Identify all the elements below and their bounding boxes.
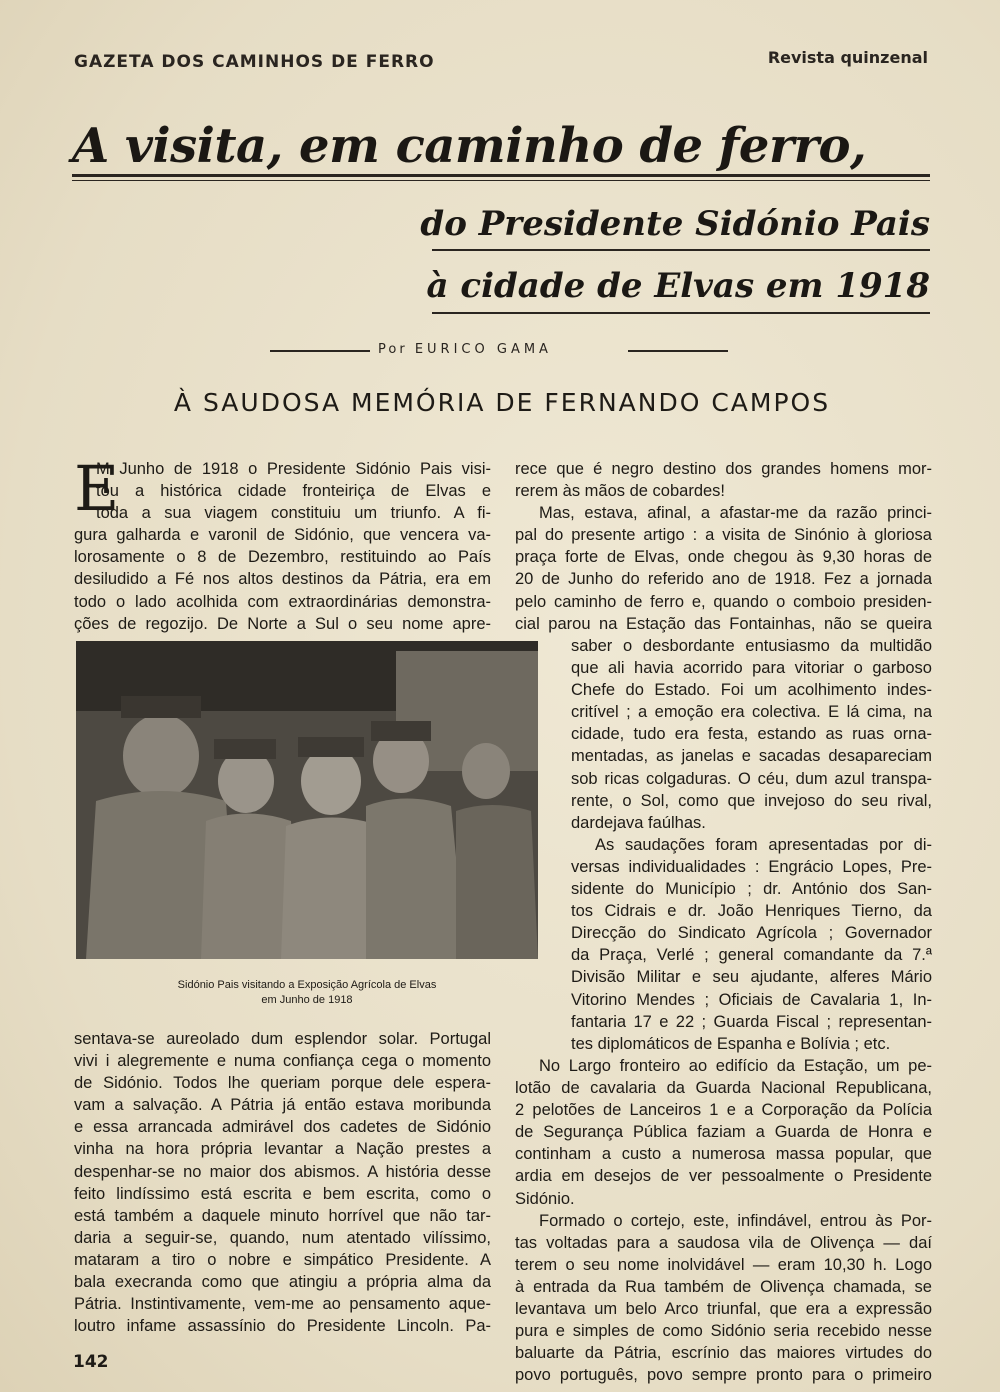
byline-prefix: Por	[378, 342, 408, 357]
text-line: praça forte de Elvas, onde chegou às 9,30 horas de	[515, 548, 932, 567]
text-line: loutro infame assassínio do Presidente Lincoln. Pa-	[74, 1317, 491, 1336]
text-line: de Sidónio. Todos lhe queriam porque dele espera-	[74, 1074, 491, 1093]
article-title: A visita, em caminho de ferro,	[72, 118, 867, 174]
text-line: versas individualidades : Engrácio Lopes, Pre-	[571, 857, 932, 876]
text-line: rece que é negro destino dos grandes homens mor-	[515, 460, 932, 478]
text-line: Mas, estava, afinal, a afastar-me da razão princi-	[539, 504, 932, 523]
text-line: lorosamente o 8 de Dezembro, restituindo ao País	[74, 548, 491, 567]
text-line: continham a custo a numerosa massa popular, que	[515, 1145, 932, 1164]
text-line: M Junho de 1918 o Presidente Sidónio Pais visi-	[96, 460, 491, 478]
text-line: despenhar-se no maior dos abismos. A história desse	[74, 1162, 491, 1181]
photo-caption	[76, 978, 538, 1008]
text-line: feito lindíssimo está escrita e bem escrita, como o	[74, 1184, 491, 1203]
text-line: toda a sua viagem constituiu um triunfo. A fi-	[96, 504, 491, 523]
text-line: rerem às mãos de cobardes!	[515, 482, 726, 501]
byline	[378, 342, 552, 357]
text-line: levantava um belo Arco triunfal, que era a expressão	[515, 1300, 932, 1319]
drop-cap: E	[74, 452, 120, 525]
text-line: lotão de cavalaria da Guarda Nacional Republicana,	[515, 1079, 932, 1098]
text-line: pura e simples de como Sidónio seria recebido nesse	[515, 1322, 932, 1341]
text-line: da Praça, Verlé ; general comandante da 7.ª	[571, 946, 932, 965]
photo-caption-line1: Sidónio Pais visitando a Exposição Agrícola de Elvas	[177, 979, 437, 991]
byline-rule-right	[628, 350, 728, 352]
photo-caption-line2: em Junho de 1918	[261, 994, 353, 1006]
publication-name: GAZETA DOS CAMINHOS DE FERRO	[74, 52, 435, 72]
text-line: cial parou na Estação das Fontainhas, não se queira	[515, 614, 932, 633]
text-line: pal do presente artigo : a visita de Sinónio à gloriosa	[515, 526, 932, 545]
text-line: Sidónio.	[515, 1189, 575, 1208]
text-line: vinha na hora própria levantar a Nação prestes a	[74, 1140, 491, 1159]
soldiers-photo-illustration	[76, 641, 538, 959]
text-line: Formado o cortejo, este, infindável, entrou às Por-	[539, 1211, 932, 1230]
text-line: está também a daquele minuto horrível que não tar-	[74, 1206, 491, 1225]
text-line: sob ricas colgaduras. O céu, dum azul transpa-	[571, 769, 932, 788]
text-line: de Segurança Pública faziam a Guarda de Honra e	[515, 1123, 932, 1142]
left-column-top	[74, 452, 491, 635]
left-column-bottom	[74, 1028, 491, 1337]
text-line: ardia em desejos de ver pessoalmente o Presidente	[515, 1167, 932, 1186]
text-line: que ali havia acorrido para vitoriar o garboso	[571, 659, 932, 678]
title-rule	[72, 174, 930, 177]
right-column-bottom	[515, 1055, 932, 1386]
article-subtitle-line2: à cidade de Elvas em 1918	[426, 266, 930, 306]
text-line: sentava-se aureolado dum esplendor solar. Portugal	[74, 1030, 491, 1048]
article-subtitle-line1: do Presidente Sidónio Pais	[420, 204, 930, 244]
text-line: cidade, tudo era festa, estando as ruas orna-	[571, 725, 932, 744]
author-name: EURICO GAMA	[414, 342, 552, 357]
text-line: terem o seu nome inolvidável — eram 10,30 h. Logo	[515, 1255, 932, 1274]
text-line: todo o lado acolhida com extraordinárias demonstra-	[74, 592, 491, 611]
text-line: povo português, povo sempre pronto para o primeiro	[515, 1366, 932, 1385]
text-line: fantaria 17 e 22 ; Guarda Fiscal ; representan-	[571, 1012, 932, 1031]
dedication: À SAUDOSA MEMÓRIA DE FERNANDO CAMPOS	[173, 388, 831, 417]
text-line: As saudações foram apresentadas por di-	[595, 835, 932, 854]
text-line: mentadas, as janelas e sacadas desapareciam	[571, 747, 932, 766]
text-line: Chefe do Estado. Foi um acolhimento indes-	[571, 681, 932, 700]
subtitle-rule-2	[432, 312, 930, 314]
text-line: sidente do Município ; dr. António dos San-	[571, 880, 932, 899]
text-line: saber o desbordante entusiasmo da multidão	[571, 637, 932, 655]
right-column-narrow	[571, 635, 932, 1055]
text-line: No Largo fronteiro ao edifício da Estação, um pe-	[539, 1057, 932, 1075]
publication-frequency: Revista quinzenal	[767, 48, 928, 67]
page-number: 142	[73, 1352, 109, 1372]
text-line: e essa arrancada admirável dos cadetes de Sidónio	[74, 1118, 491, 1137]
text-line: baluarte da Pátria, escrínio das maiores virtudes do	[515, 1344, 932, 1363]
text-line: Pátria. Instintivamente, vem-me ao pensamento aque-	[74, 1295, 491, 1314]
text-line: Direcção do Sindicato Agrícola ; Governador	[571, 924, 932, 943]
byline-rule-left	[270, 350, 370, 352]
text-line: à entrada da Rua também de Olivença chamada, se	[515, 1277, 932, 1296]
text-line: bala execranda como que atingiu a própria alma da	[74, 1273, 491, 1292]
text-line: desiludido a Fé nos altos destinos da Pátria, era em	[74, 570, 491, 589]
text-line: vam a salvação. A Pátria já então estava moribunda	[74, 1096, 491, 1115]
text-line: tas voltadas para a saudosa vila de Olivença — daí	[515, 1233, 932, 1252]
text-line: ções de regozijo. De Norte a Sul o seu nome apre-	[74, 614, 491, 633]
text-line: daria a seguir-se, quando, num atentado vilíssimo,	[74, 1228, 491, 1247]
text-line: mataram a tiro o nobre e simpático Presidente. A	[74, 1250, 491, 1269]
text-line: Vitorino Mendes ; Oficiais de Cavalaria 1, In-	[571, 990, 932, 1009]
text-line: tou a histórica cidade fronteiriça de Elvas e	[96, 482, 491, 501]
text-line: 2 pelotões de Lanceiros 1 e a Corporação da Polícia	[515, 1101, 932, 1120]
right-column-top	[515, 458, 932, 635]
text-line: rente, o Sol, como que invejoso do seu rival,	[571, 791, 932, 810]
title-rule-thin	[72, 180, 930, 181]
article-photo	[76, 641, 538, 959]
text-line: 20 de Junho do referido ano de 1918. Fez a jornada	[515, 570, 932, 589]
text-line: tos Cidrais e dr. João Henriques Tierno, da	[571, 902, 932, 921]
text-line: Divisão Militar e seu ajudante, alferes Mário	[571, 968, 932, 987]
text-line: tes diplomáticos de Espanha e Bolívia ; etc.	[571, 1034, 891, 1053]
text-line: vivi i alegremente e numa confiança cega o momento	[74, 1052, 491, 1071]
text-line: dardejava faúlhas.	[571, 813, 706, 832]
subtitle-rule-1	[432, 249, 930, 251]
text-line: critível ; a emoção era colectiva. E lá cima, na	[571, 703, 932, 722]
text-line: pelo caminho de ferro e, quando o comboio presiden-	[515, 592, 932, 611]
text-line: gura galharda e varonil de Sidónio, que vencera va-	[74, 526, 491, 545]
